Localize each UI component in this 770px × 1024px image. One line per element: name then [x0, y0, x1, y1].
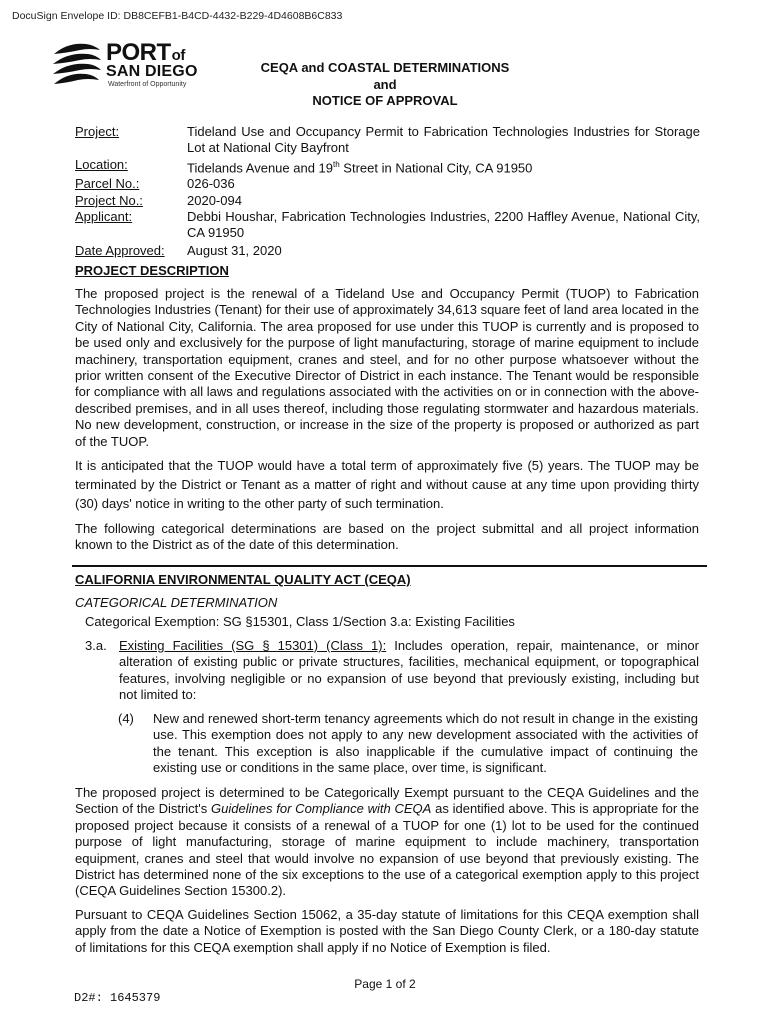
- project-row: [75, 124, 700, 157]
- applicant-row: [75, 209, 700, 242]
- project-number-label: Project No.:: [75, 192, 143, 208]
- subitem-number: (4): [118, 711, 134, 726]
- project-description-para3: The following categorical determinations are based on the project submittal and all project information known to the District as of the date of this determination.: [75, 521, 699, 553]
- item-body: Existing Facilities (SG § 15301) (Class 1): Includes operation, repair, maintenance, or minor alteration of existing public or private structures, facilities, mechanical equipment, or topographical features, involving negligible or no expansion of use beyond that previously existing, including but not limited to:: [119, 638, 699, 703]
- project-number-value: 2020-094: [187, 192, 242, 208]
- project-number-row: [75, 193, 700, 209]
- document-title: CEQA and COASTAL DETERMINATIONS: [260, 60, 510, 75]
- categorical-exemption-line: Categorical Exemption: SG §15301, Class 1/Section 3.a: Existing Facilities: [85, 614, 515, 629]
- document-number: D2#: 1645379: [74, 991, 161, 1005]
- project-label: Project:: [75, 124, 120, 139]
- parcel-label: Parcel No.:: [75, 176, 140, 192]
- subitem-body: New and renewed short-term tenancy agreements which do not result in change in the existing use. This exemption does not apply to any new development associated with the activities of the tenant. This exception is also inapplicable if the cumulative impact of continuing the existing use or conditions in the same place, over time, is significant.: [153, 711, 698, 776]
- parcel-row: [75, 176, 700, 192]
- section-divider: [72, 565, 707, 567]
- project-description-heading: PROJECT DESCRIPTION: [75, 263, 229, 278]
- date-approved-label: Date Approved:: [75, 243, 165, 259]
- project-value: Tideland Use and Occupancy Permit to Fabrication Technologies Industries for Storage Lot at National City Bayfront: [187, 124, 700, 156]
- logo-san-diego-text: SAN DIEGO: [106, 63, 198, 80]
- ceqa-para1: The proposed project is determined to be Categorically Exempt pursuant to the CEQA Guidelines and the Section of the District's Guidelines for Compliance with CEQA as identified above. This is appropriate for the proposed project because it consists of a renewal of a TUOP for one (1) lot to be used for the continued purpose of light manufacturing, storage of marine equipment to include machinery, transportation equipment, cranes and steel that would involve no expansion of use beyond that previously existing. The District has determined none of the six exceptions to the use of a categorical exemption apply to this project (CEQA Guidelines Section 15300.2).: [75, 785, 699, 899]
- location-label: Location:: [75, 156, 128, 172]
- project-description-para2: It is anticipated that the TUOP would have a total term of approximately five (5) years. The TUOP may be terminated by the District or Tenant as a matter of right and without cause at any time upon providing thirty (30) days' notice in writing to the other party of such termination.: [75, 458, 699, 511]
- item-number: 3.a.: [85, 638, 107, 653]
- logo-port-text: PORTof: [106, 39, 185, 66]
- applicant-label: Applicant:: [75, 208, 133, 224]
- document-title-and: and: [373, 77, 397, 92]
- docusign-envelope-id: DocuSign Envelope ID: DB8CEFB1-B4CD-4432-B229-4D4608B6C833: [12, 10, 343, 22]
- port-of-san-diego-logo: [52, 40, 212, 92]
- date-approved-row: [75, 243, 700, 259]
- page-number: Page 1 of 2: [354, 977, 416, 991]
- logo-tagline: Waterfront of Opportunity: [108, 81, 187, 88]
- exemption-item-3a: [85, 638, 699, 704]
- ceqa-heading: CALIFORNIA ENVIRONMENTAL QUALITY ACT (CEQA): [75, 572, 411, 587]
- project-description-para1: The proposed project is the renewal of a Tideland Use and Occupancy Permit (TUOP) to Fabrication Technologies Industries (Tenant) for their use of approximately 34,613 square feet of land area located in the City of National City, California. The area proposed for use under this TUOP is currently and is proposed to be used only and exclusively for the purpose of light manufacturing, storage of marine equipment to include machinery, transportation equipment, cranes and steel, and for no other purpose whatsoever without the prior written consent of the Executive Director of District in each instance. The Tenant would be responsible for compliance with all laws and regulations associated with the activities on or in connection with the above-described premises, and in all uses thereof, including those regulating stormwater and hazardous materials. No new development, construction, or increase in the size of the property is proposed or authorized as part of the TUOP.: [75, 286, 699, 449]
- ceqa-para2: Pursuant to CEQA Guidelines Section 15062, a 35-day statute of limitations for this CEQA exemption shall apply from the date a Notice of Exemption is posted with the San Diego County Clerk, or a 180-day statute of limitations for this CEQA exemption shall apply if no Notice of Exemption is filed.: [75, 907, 699, 955]
- document-subtitle: NOTICE OF APPROVAL: [312, 93, 458, 108]
- location-value: Tidelands Avenue and 19th Street in National City, CA 91950: [187, 159, 533, 175]
- exemption-subitem-4: [118, 711, 698, 777]
- applicant-value: Debbi Houshar, Fabrication Technologies Industries, 2200 Haffley Avenue, National City, CA 91950: [187, 208, 700, 241]
- waves-logo-icon: [52, 40, 102, 92]
- categorical-determination-heading: CATEGORICAL DETERMINATION: [75, 595, 278, 610]
- location-row: [75, 157, 700, 177]
- project-info-block: [75, 124, 700, 260]
- parcel-value: 026-036: [187, 176, 235, 192]
- date-approved-value: August 31, 2020: [187, 243, 282, 259]
